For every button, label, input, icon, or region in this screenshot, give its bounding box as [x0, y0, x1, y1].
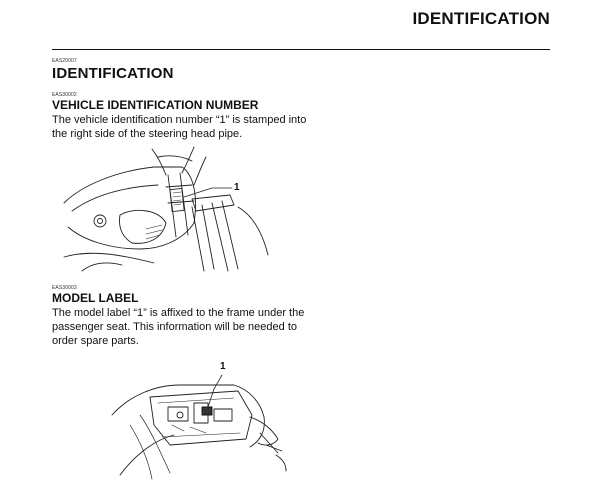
vin-callout-number: 1 — [234, 182, 240, 193]
section-code: EAS20007 — [52, 58, 77, 64]
vin-heading: VEHICLE IDENTIFICATION NUMBER — [52, 98, 259, 112]
model-label-code: EAS30003 — [52, 285, 77, 291]
model-label-heading: MODEL LABEL — [52, 291, 139, 305]
vin-paragraph: The vehicle identification number “1” is stamped into the right side of the steering head pipe. — [52, 114, 307, 140]
section-title: IDENTIFICATION — [52, 65, 174, 82]
header-rule — [52, 49, 550, 50]
vin-code: EAS30002 — [52, 92, 77, 98]
running-head-title: IDENTIFICATION — [412, 9, 550, 28]
model-label-illustration — [110, 355, 290, 500]
steering-head-illustration — [62, 145, 277, 273]
model-label-paragraph: The model label “1” is affixed to the frame under the passenger seat. This information will be needed to order spare parts. — [52, 307, 305, 347]
model-label-callout-number: 1 — [220, 361, 226, 372]
